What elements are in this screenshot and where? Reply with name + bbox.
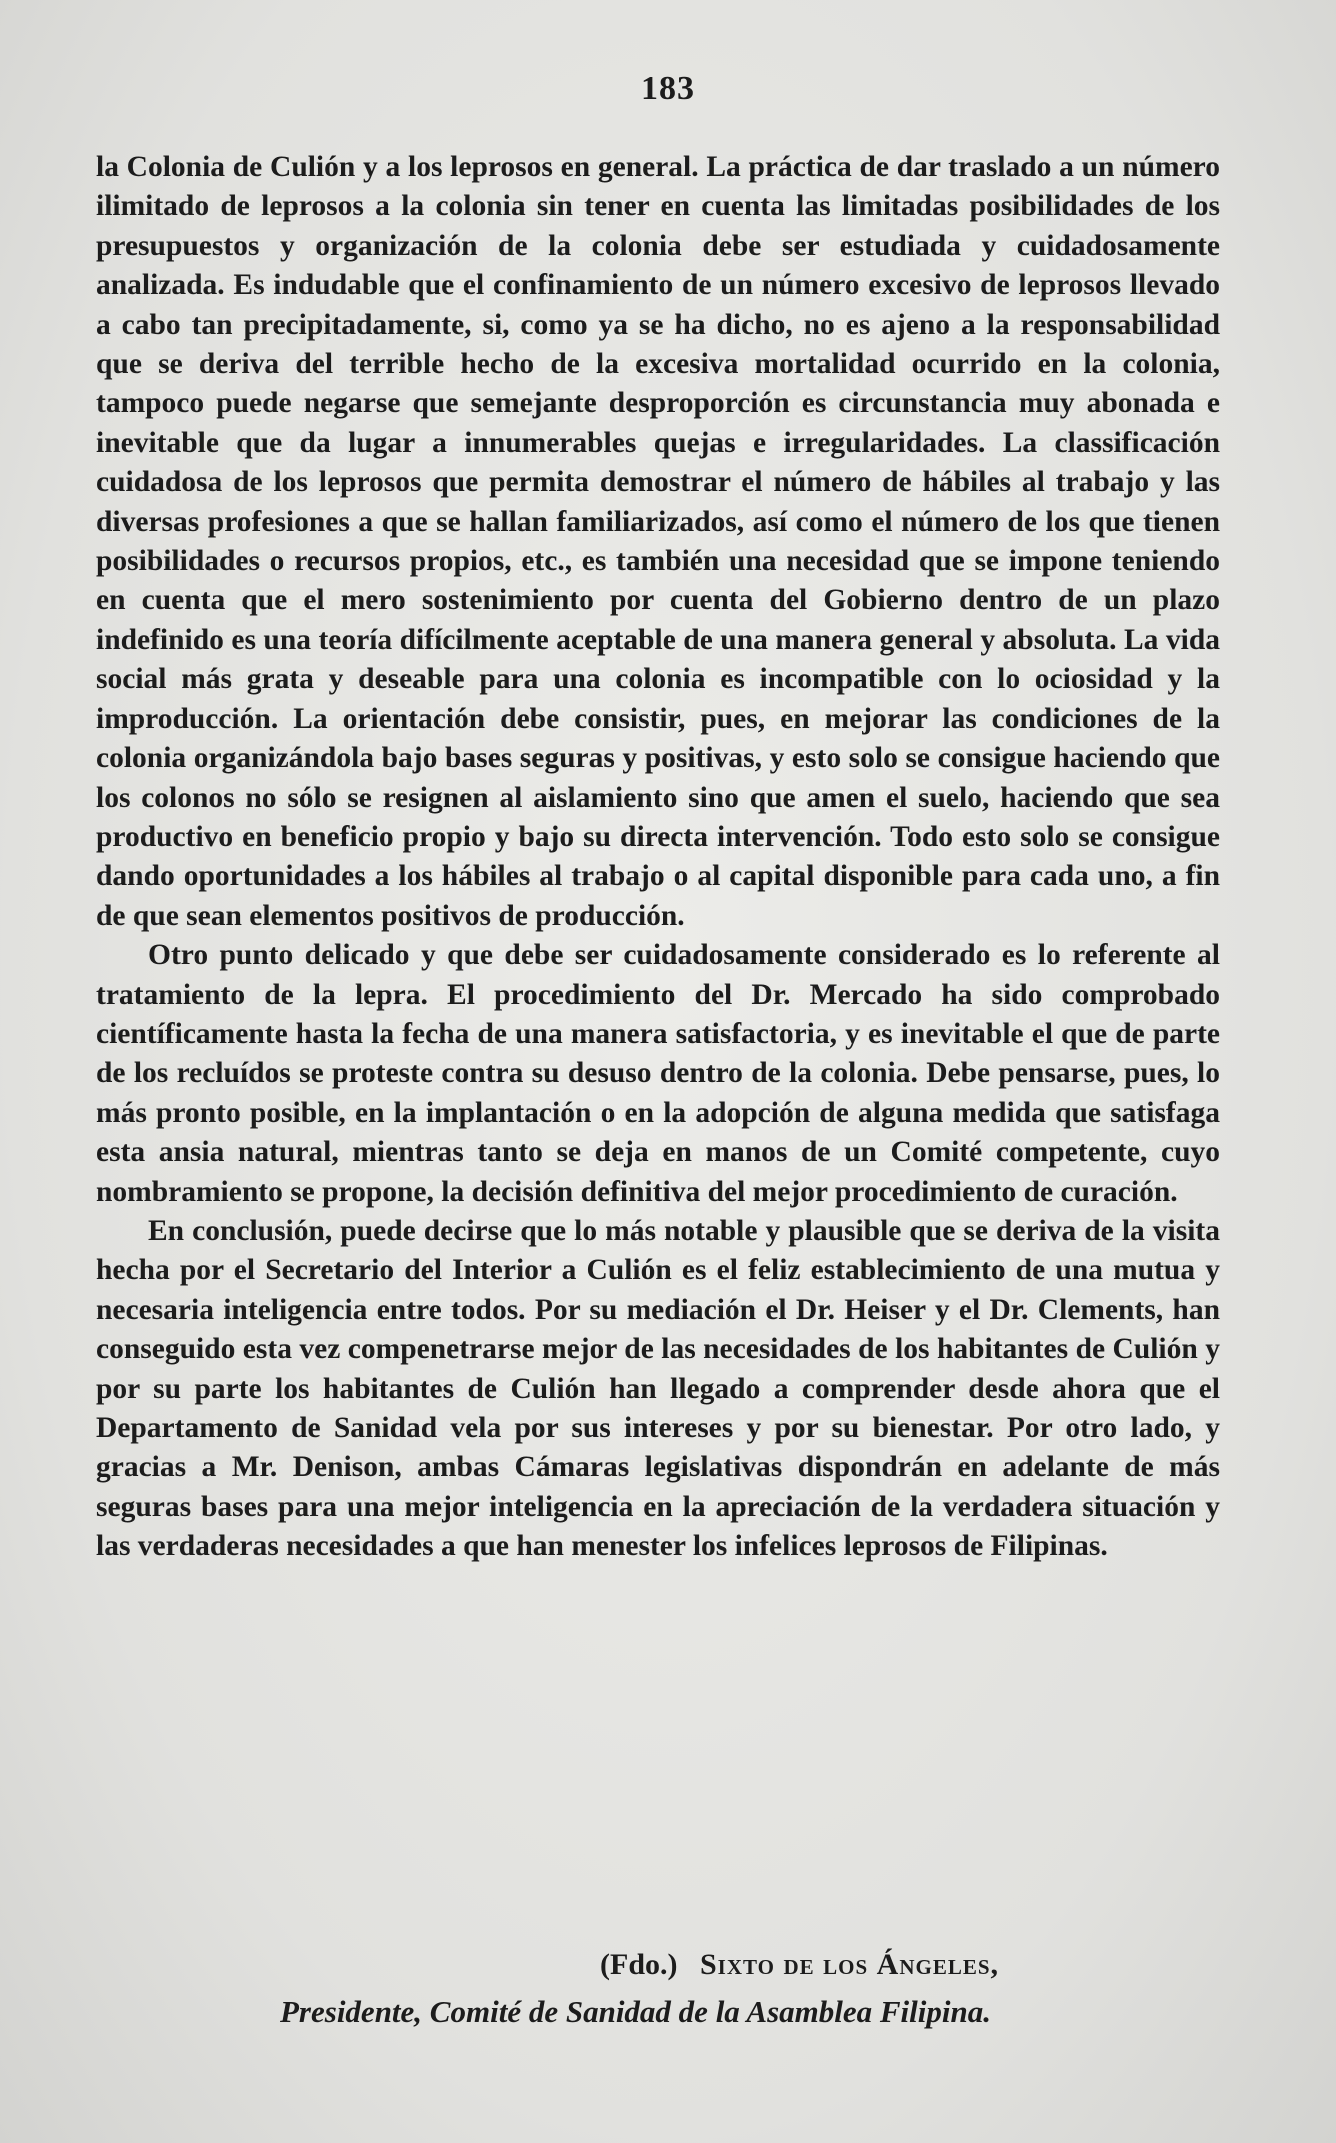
signature-title: Presidente, Comité de Sanidad de la Asamblea Filipina.	[280, 1994, 992, 2029]
paragraph-2: Otro punto delicado y que debe ser cuidadosamente considerado es lo referente al tratamiento de la lepra. El procedimiento del Dr. Mercado ha sido comprobado científicamente hasta la fecha de una manera satisfactoria, y es inevitable el que de parte de los recluídos se proteste contra su desuso dentro de la colonia. Debe pensarse, pues, lo más pronto posible, en la implantación o en la adopción de alguna medida que satisfaga esta ansia natural, mientras tanto se deja en manos de un Comité competente, cuyo nombramiento se propone, la decisión definitiva del mejor procedimiento de curación.	[96, 939, 1220, 1208]
signature-name: Sixto de los Ángeles,	[700, 1948, 1000, 1981]
signature	[600, 1948, 1240, 1982]
signature-prefix: (Fdo.)	[600, 1948, 678, 1981]
body-text	[96, 148, 1220, 1567]
paragraph-3: En conclusión, puede decirse que lo más notable y plausible que se deriva de la visita hecha por el Secretario del Interior a Culión es el feliz establecimiento de una mutua y necesaria inteligencia entre todos. Por su mediación el Dr. Heiser y el Dr. Clements, han conseguido esta vez compenetrarse mejor de las necesidades de los habitantes de Culión y por su parte los habitantes de Culión han llegado a comprender desde ahora que el Departamento de Sanidad vela por sus intereses y por su bienestar. Por otro lado, y gracias a Mr. Denison, ambas Cámaras legislativas dispondrán en adelante de más seguras bases para una mejor inteligencia en la apreciación de la verdadera situación y las verdaderas necesidades a que han menester los infelices leprosos de Filipinas.	[96, 1214, 1220, 1563]
paragraph-1: la Colonia de Culión y a los leprosos en general. La práctica de dar traslado a un número ilimitado de leprosos a la colonia sin tener en cuenta las limitadas posibilidades de los presupuestos y organización de la colonia debe ser estudiada y cuidadosamente analizada. Es indudable que el confinamiento de un número excesivo de leprosos llevado a cabo tan precipitadamente, si, como ya se ha dicho, no es ajeno a la responsabilidad que se deriva del terrible hecho de la excesiva mortalidad ocurrido en la colonia, tampoco puede negarse que semejante desproporción es circunstancia muy abonada e inevitable que da lugar a innumerables quejas e irregularidades. La classificación cuidadosa de los leprosos que permita demostrar el número de hábiles al trabajo y las diversas profesiones a que se hallan familiarizados, así como el número de los que tienen posibilidades o recursos propios, etc., es también una necesidad que se impone teniendo en cuenta que el mero sostenimiento por cuenta del Gobierno dentro de un plazo indefinido es una teoría difícilmente aceptable de una manera general y absoluta. La vida social más grata y deseable para una colonia es incompatible con lo ociosidad y la improducción. La orientación debe consistir, pues, en mejorar las condiciones de la colonia organizándola bajo bases seguras y positivas, y esto solo se consigue haciendo que los colonos no sólo se resignen al aislamiento sino que amen el suelo, haciendo que sea productivo en beneficio propio y bajo su directa intervención. Todo esto solo se consigue dando oportunidades a los hábiles al trabajo o al capital disponible para cada uno, a fin de que sean elementos positivos de producción.	[96, 151, 1220, 932]
page-number: 183	[641, 70, 695, 107]
